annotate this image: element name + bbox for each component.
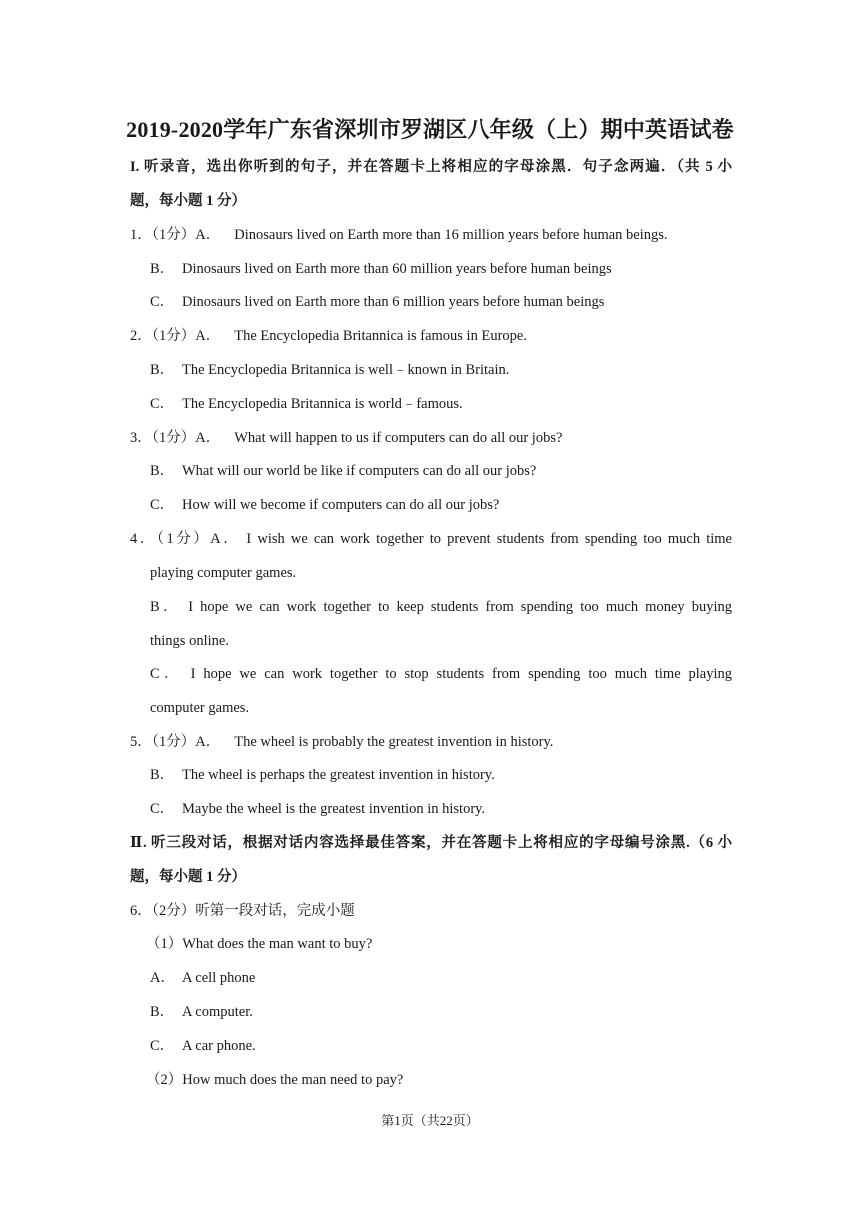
option-label: B． bbox=[150, 1004, 175, 1020]
question-2-prefix: 2．（1分）A． bbox=[130, 328, 221, 344]
question-4-option-b-row bbox=[150, 597, 732, 617]
question-6-option-c: A car phone. bbox=[182, 1038, 256, 1054]
section-2-heading-cont: 题，每小题 1 分） bbox=[130, 869, 246, 885]
question-4 bbox=[130, 529, 732, 549]
question-4-option-b-cont: things online. bbox=[150, 633, 229, 649]
question-2 bbox=[130, 326, 527, 346]
question-3-option-a: What will happen to us if computers can do all our jobs? bbox=[234, 430, 563, 446]
question-6-option-c-row bbox=[150, 1036, 256, 1056]
question-1-option-b: Dinosaurs lived on Earth more than 60 million years before human beings bbox=[182, 261, 612, 277]
question-2-option-c-row bbox=[150, 394, 463, 414]
question-4-prefix: 4．（1分）A． bbox=[130, 531, 241, 547]
option-label: C． bbox=[150, 497, 175, 513]
question-1-option-b-row bbox=[150, 259, 612, 279]
question-4-option-c: I hope we can work together to stop students from spending too much time playing bbox=[190, 666, 733, 682]
option-label: B． bbox=[150, 463, 175, 479]
question-3-prefix: 3．（1分）A． bbox=[130, 430, 221, 446]
question-2-option-c: The Encyclopedia Britannica is world﹣famous. bbox=[182, 396, 463, 412]
question-6-option-b: A computer. bbox=[182, 1004, 253, 1020]
option-label: B． bbox=[150, 767, 175, 783]
question-2-option-a: The Encyclopedia Britannica is famous in Europe. bbox=[234, 328, 527, 344]
question-5-option-b: The wheel is perhaps the greatest invention in history. bbox=[182, 767, 495, 783]
question-2-option-b-row bbox=[150, 360, 509, 380]
question-6-option-a: A cell phone bbox=[182, 970, 256, 986]
question-6-sub-2: （2）How much does the man need to pay? bbox=[146, 1072, 404, 1088]
option-label: C． bbox=[150, 294, 175, 310]
question-1 bbox=[130, 225, 668, 245]
question-2-option-b: The Encyclopedia Britannica is well﹣known in Britain. bbox=[182, 362, 510, 378]
question-6-sub-1: （1）What does the man want to buy? bbox=[146, 936, 373, 952]
option-label: C． bbox=[150, 396, 175, 412]
question-4-option-c-cont: computer games. bbox=[150, 700, 250, 716]
question-4-option-a: I wish we can work together to prevent students from spending too much time bbox=[246, 531, 732, 547]
section-1-heading-cont: 题，每小题 1 分） bbox=[130, 193, 246, 209]
page-title: 2019-2020学年广东省深圳市罗湖区八年级（上）期中英语试卷 bbox=[126, 117, 734, 142]
option-label: C． bbox=[150, 1038, 175, 1054]
question-1-option-c-row bbox=[150, 292, 604, 312]
question-4-option-b: I hope we can work together to keep students from spending too much money buying bbox=[188, 599, 733, 615]
option-label: B． bbox=[150, 261, 175, 277]
question-5-option-c-row bbox=[150, 799, 485, 819]
question-5-option-b-row bbox=[150, 765, 495, 785]
question-1-option-c: Dinosaurs lived on Earth more than 6 million years before human beings bbox=[182, 294, 605, 310]
question-6-option-b-row bbox=[150, 1002, 253, 1022]
option-label: B． bbox=[150, 599, 182, 615]
question-3-option-c-row bbox=[150, 495, 499, 515]
question-4-option-c-row bbox=[150, 664, 732, 684]
question-5-prefix: 5．（1分）A． bbox=[130, 734, 221, 750]
question-6-option-a-row bbox=[150, 968, 255, 988]
question-4-option-a-cont: playing computer games. bbox=[150, 565, 297, 581]
question-1-option-a: Dinosaurs lived on Earth more than 16 million years before human beings. bbox=[234, 227, 668, 243]
section-1-heading: I. 听录音，选出你听到的句子，并在答题卡上将相应的字母涂黑．句子念两遍．（共 5 小 bbox=[130, 159, 732, 175]
section-2-heading: Ⅱ. 听三段对话，根据对话内容选择最佳答案，并在答题卡上将相应的字母编号涂黑.（6 小 bbox=[130, 835, 732, 851]
question-1-prefix: 1．（1分）A． bbox=[130, 227, 221, 243]
question-3-option-c: How will we become if computers can do all our jobs? bbox=[182, 497, 500, 513]
page-footer: 第1页（共22页） bbox=[381, 1113, 479, 1128]
question-6: 6．（2分）听第一段对话，完成小题 bbox=[130, 903, 355, 919]
option-label: C． bbox=[150, 801, 175, 817]
question-5-option-a: The wheel is probably the greatest invention in history. bbox=[234, 734, 554, 750]
question-3 bbox=[130, 428, 562, 448]
option-label: C． bbox=[150, 666, 183, 682]
question-5-option-c: Maybe the wheel is the greatest invention in history. bbox=[182, 801, 486, 817]
option-label: A． bbox=[150, 970, 175, 986]
question-3-option-b: What will our world be like if computers can do all our jobs? bbox=[182, 463, 537, 479]
question-5 bbox=[130, 732, 553, 752]
question-3-option-b-row bbox=[150, 461, 536, 481]
option-label: B． bbox=[150, 362, 175, 378]
